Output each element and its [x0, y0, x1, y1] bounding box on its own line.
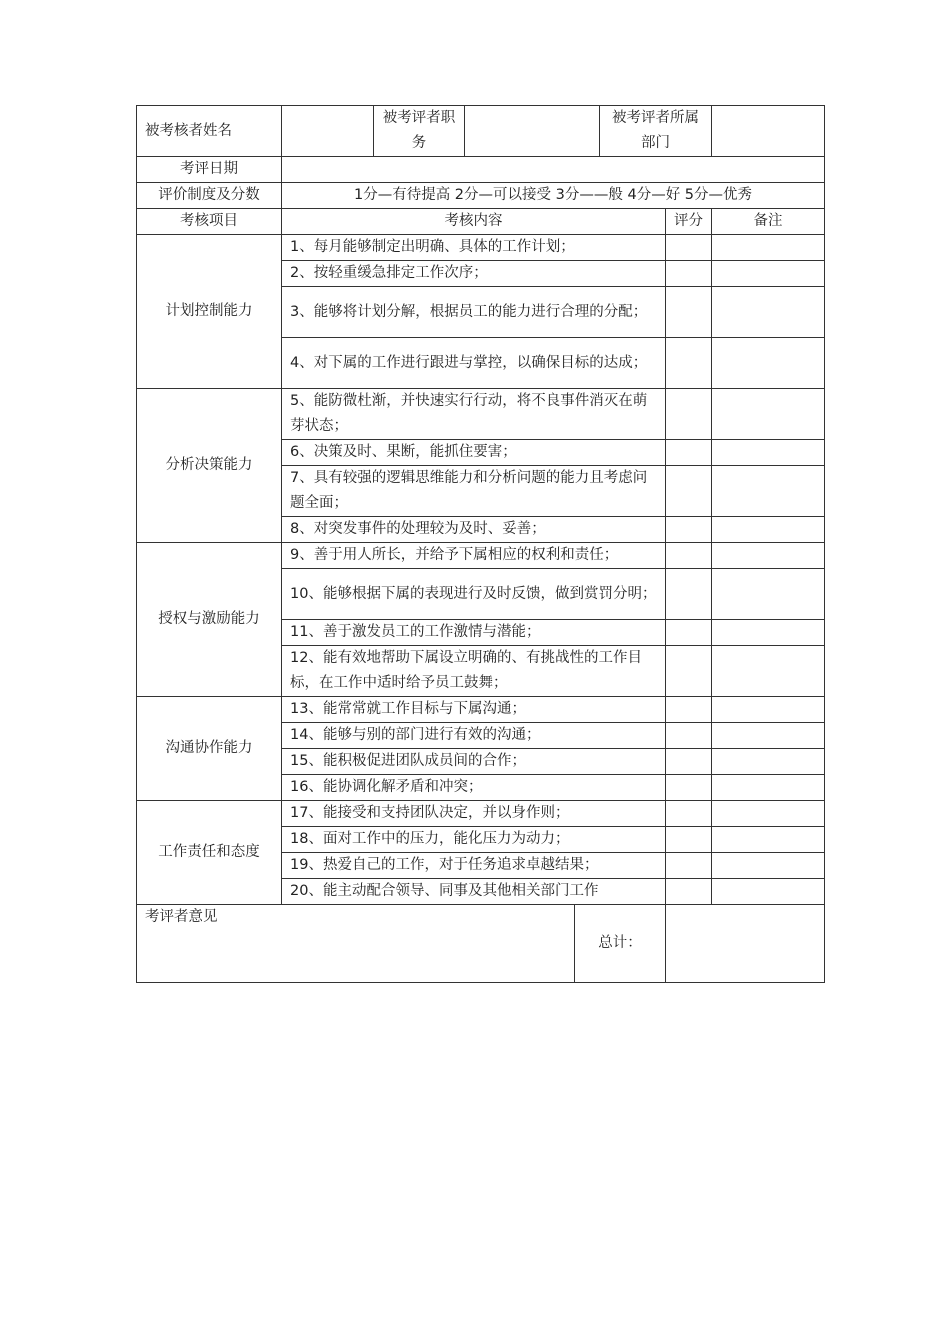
criterion-text: 14、能够与别的部门进行有效的沟通； [282, 723, 666, 749]
criterion-text: 20、能主动配合领导、同事及其他相关部门工作 [282, 879, 666, 905]
score-field[interactable] [666, 749, 712, 775]
opinion-cell[interactable] [137, 905, 575, 983]
header-row [137, 106, 825, 157]
remark-field[interactable] [712, 879, 825, 905]
total-label: 总计： [575, 905, 666, 983]
table-row [137, 697, 825, 723]
score-field[interactable] [666, 723, 712, 749]
remark-field[interactable] [712, 389, 825, 440]
score-field[interactable] [666, 569, 712, 620]
score-field[interactable] [666, 466, 712, 517]
remark-field[interactable] [712, 620, 825, 646]
criterion-text: 8、对突发事件的处理较为及时、妥善； [282, 517, 666, 543]
remark-field[interactable] [712, 749, 825, 775]
remark-field[interactable] [712, 543, 825, 569]
remark-field[interactable] [712, 853, 825, 879]
name-value-field[interactable] [282, 106, 374, 157]
criterion-text: 18、面对工作中的压力，能化压力为动力； [282, 827, 666, 853]
criterion-text: 3、能够将计划分解，根据员工的能力进行合理的分配； [282, 287, 666, 338]
score-field[interactable] [666, 389, 712, 440]
criterion-text: 9、善于用人所长，并给予下属相应的权利和责任； [282, 543, 666, 569]
remark-field[interactable] [712, 801, 825, 827]
remark-field[interactable] [712, 646, 825, 697]
remark-field[interactable] [712, 338, 825, 389]
score-field[interactable] [666, 697, 712, 723]
criterion-text: 15、能积极促进团队成员间的合作； [282, 749, 666, 775]
column-item-header: 考核项目 [137, 209, 282, 235]
score-field[interactable] [666, 338, 712, 389]
position-value-field[interactable] [465, 106, 600, 157]
criterion-text: 13、能常常就工作目标与下属沟通； [282, 697, 666, 723]
criterion-text: 5、能防微杜渐，并快速实行行动，将不良事件消灭在萌芽状态； [282, 389, 666, 440]
dept-label: 被考评者所属部门 [600, 106, 712, 157]
date-label: 考评日期 [137, 157, 282, 183]
criterion-text: 7、具有较强的逻辑思维能力和分析问题的能力且考虑问题全面； [282, 466, 666, 517]
column-header-row [137, 209, 825, 235]
score-field[interactable] [666, 827, 712, 853]
total-value-field[interactable] [666, 905, 825, 983]
score-field[interactable] [666, 261, 712, 287]
score-field[interactable] [666, 646, 712, 697]
remark-field[interactable] [712, 235, 825, 261]
table-row [137, 543, 825, 569]
score-field[interactable] [666, 543, 712, 569]
remark-field[interactable] [712, 517, 825, 543]
score-field[interactable] [666, 879, 712, 905]
column-content-header: 考核内容 [282, 209, 666, 235]
table-row [137, 389, 825, 440]
category-label: 沟通协作能力 [137, 697, 282, 801]
score-field[interactable] [666, 801, 712, 827]
score-field[interactable] [666, 517, 712, 543]
remark-field[interactable] [712, 775, 825, 801]
score-field[interactable] [666, 235, 712, 261]
criterion-text: 19、热爱自己的工作，对于任务追求卓越结果； [282, 853, 666, 879]
score-field[interactable] [666, 620, 712, 646]
date-row [137, 157, 825, 183]
remark-field[interactable] [712, 440, 825, 466]
score-field[interactable] [666, 287, 712, 338]
score-field[interactable] [666, 440, 712, 466]
column-score-header: 评分 [666, 209, 712, 235]
remark-field[interactable] [712, 261, 825, 287]
criterion-text: 1、每月能够制定出明确、具体的工作计划； [282, 235, 666, 261]
remark-field[interactable] [712, 697, 825, 723]
scoring-row [137, 183, 825, 209]
category-label: 工作责任和态度 [137, 801, 282, 905]
dept-value-field[interactable] [712, 106, 825, 157]
remark-field[interactable] [712, 287, 825, 338]
date-value-field[interactable] [282, 157, 825, 183]
remark-field[interactable] [712, 466, 825, 517]
opinion-label: 考评者意见 [145, 909, 218, 925]
criterion-text: 12、能有效地帮助下属设立明确的、有挑战性的工作目标，在工作中适时给予员工鼓舞； [282, 646, 666, 697]
score-field[interactable] [666, 853, 712, 879]
footer-row [137, 905, 825, 983]
criterion-text: 10、能够根据下属的表现进行及时反馈，做到赏罚分明； [282, 569, 666, 620]
remark-field[interactable] [712, 723, 825, 749]
evaluation-form-table [136, 105, 825, 983]
criterion-text: 2、按轻重缓急排定工作次序； [282, 261, 666, 287]
criterion-text: 4、对下属的工作进行跟进与掌控，以确保目标的达成； [282, 338, 666, 389]
score-field[interactable] [666, 775, 712, 801]
table-row [137, 801, 825, 827]
criterion-text: 16、能协调化解矛盾和冲突； [282, 775, 666, 801]
table-row [137, 235, 825, 261]
column-remark-header: 备注 [712, 209, 825, 235]
position-label: 被考评者职务 [374, 106, 465, 157]
scoring-scale: 1分—有待提高 2分—可以接受 3分——般 4分—好 5分—优秀 [282, 183, 825, 209]
criterion-text: 11、善于激发员工的工作激情与潜能； [282, 620, 666, 646]
category-label: 分析决策能力 [137, 389, 282, 543]
category-label: 计划控制能力 [137, 235, 282, 389]
remark-field[interactable] [712, 569, 825, 620]
name-label: 被考核者姓名 [137, 106, 282, 157]
scoring-label: 评价制度及分数 [137, 183, 282, 209]
remark-field[interactable] [712, 827, 825, 853]
category-label: 授权与激励能力 [137, 543, 282, 697]
criterion-text: 6、决策及时、果断，能抓住要害； [282, 440, 666, 466]
criterion-text: 17、能接受和支持团队决定，并以身作则； [282, 801, 666, 827]
